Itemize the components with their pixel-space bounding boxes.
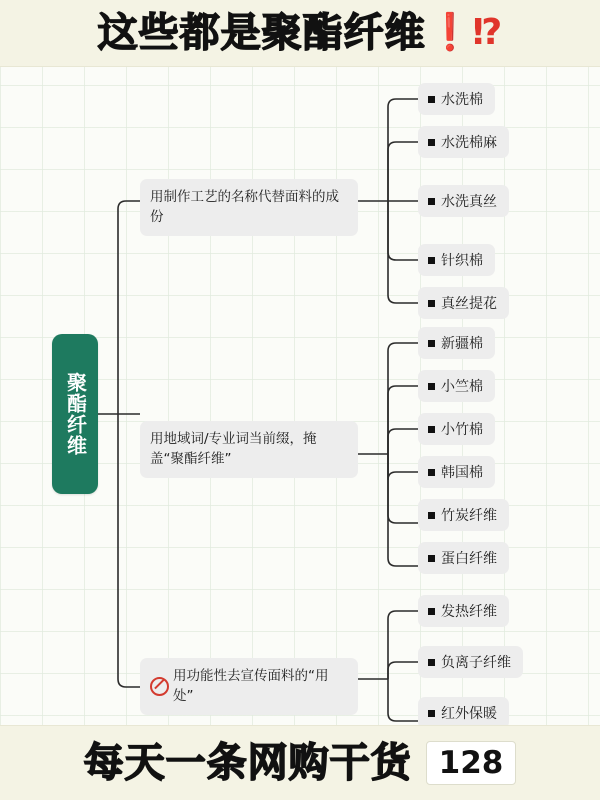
mindmap-root-label: 聚酯纤维 xyxy=(63,372,88,456)
episode-badge: 128 xyxy=(426,741,517,785)
square-bullet-icon xyxy=(428,96,435,103)
footer-banner xyxy=(0,725,600,800)
list-item[interactable] xyxy=(418,327,495,359)
mindmap-branch-3[interactable] xyxy=(140,658,358,715)
square-bullet-icon xyxy=(428,340,435,347)
prohibit-icon xyxy=(150,677,169,696)
list-item[interactable] xyxy=(418,185,509,217)
square-bullet-icon xyxy=(428,139,435,146)
leaf-label: 发热纤维 xyxy=(441,604,497,620)
list-item[interactable] xyxy=(418,595,509,627)
square-bullet-icon xyxy=(428,426,435,433)
square-bullet-icon xyxy=(428,659,435,666)
square-bullet-icon xyxy=(428,710,435,717)
leaf-label: 水洗棉麻 xyxy=(441,135,497,151)
leaf-label: 水洗真丝 xyxy=(441,194,497,210)
list-item[interactable] xyxy=(418,646,523,678)
square-bullet-icon xyxy=(428,512,435,519)
square-bullet-icon xyxy=(428,608,435,615)
leaf-label: 蛋白纤维 xyxy=(441,551,497,567)
list-item[interactable] xyxy=(418,413,495,445)
list-item[interactable] xyxy=(418,287,509,319)
leaf-label: 负离子纤维 xyxy=(441,655,511,671)
leaf-label: 竹炭纤维 xyxy=(441,508,497,524)
list-item[interactable] xyxy=(418,370,495,402)
list-item[interactable] xyxy=(418,126,509,158)
square-bullet-icon xyxy=(428,300,435,307)
leaf-label: 新疆棉 xyxy=(441,336,483,352)
leaf-label: 真丝提花 xyxy=(441,296,497,312)
list-item[interactable] xyxy=(418,456,495,488)
list-item[interactable] xyxy=(418,499,509,531)
mindmap-branch-1[interactable] xyxy=(140,179,358,236)
list-item[interactable] xyxy=(418,83,495,115)
list-item[interactable] xyxy=(418,244,495,276)
square-bullet-icon xyxy=(428,257,435,264)
square-bullet-icon xyxy=(428,469,435,476)
mindmap-branch-1-label: 用制作工艺的名称代替面料的成份 xyxy=(150,189,339,226)
square-bullet-icon xyxy=(428,383,435,390)
leaf-label: 小竹棉 xyxy=(441,422,483,438)
mindmap-branch-2[interactable] xyxy=(140,421,358,478)
leaf-label: 小竺棉 xyxy=(441,379,483,395)
mindmap xyxy=(0,66,600,726)
square-bullet-icon xyxy=(428,555,435,562)
exclamation-question-icon: ❗⁉ xyxy=(427,12,503,53)
mindmap-root-node[interactable] xyxy=(52,334,98,494)
list-item[interactable] xyxy=(418,542,509,574)
leaf-label: 针织棉 xyxy=(441,253,483,269)
leaf-label: 水洗棉 xyxy=(441,92,483,108)
leaf-label: 韩国棉 xyxy=(441,465,483,481)
leaf-label: 红外保暖 xyxy=(441,706,497,722)
square-bullet-icon xyxy=(428,198,435,205)
page-title: 这些都是聚酯纤维 xyxy=(97,10,426,56)
footer-title: 每天一条网购干货 xyxy=(83,740,412,786)
mindmap-branch-3-label: 用功能性去宣传面料的“用处” xyxy=(173,668,329,705)
mindmap-branch-2-label: 用地域词/专业词当前缀，掩盖“聚酯纤维” xyxy=(150,431,317,468)
header-banner xyxy=(0,0,600,67)
